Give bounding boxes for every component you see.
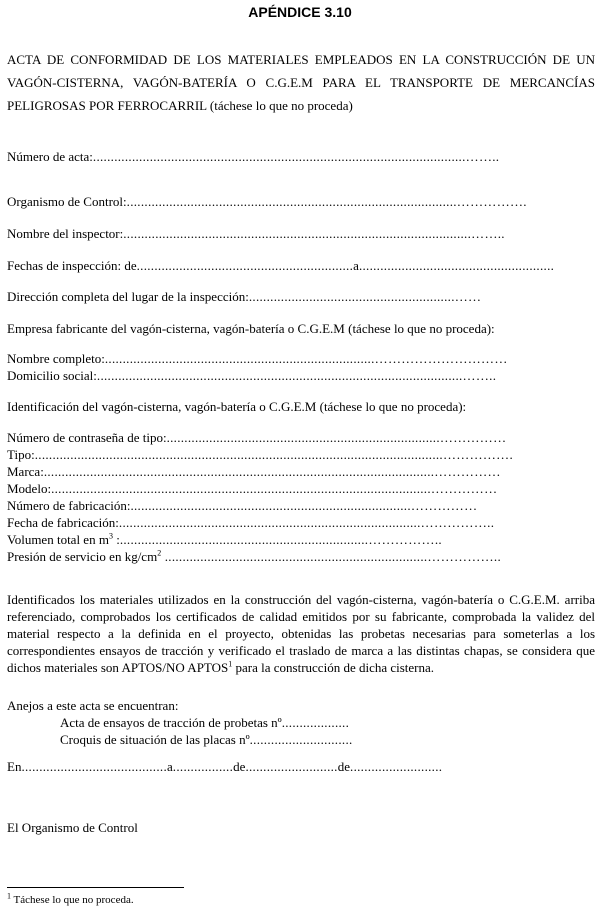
document-heading [7,48,595,117]
field-presion[interactable]: Presión de servicio en $kg/cm^2$ ..........................................................................…………….. [7,548,502,564]
signature-label: El Organismo de Control [7,820,138,835]
field-organismo[interactable]: Organismo de Control:.............................................................................................……………. [7,194,527,209]
field-inspector[interactable]: Nombre del inspector:..................................................................................................…….. [7,226,505,241]
field-place-date[interactable]: En.........................................a.................de..........................de.......................... [7,759,443,774]
footnote-divider [7,887,184,888]
field-anejo-ensayos[interactable]: Acta de ensayos de tracción de probetas nº................... [60,715,350,730]
field-fechas[interactable]: Fechas de inspección: de.............................................................a....................................................... [7,258,555,273]
field-anejo-croquis[interactable]: Croquis de situación de las placas nº............................. [60,732,353,747]
field-volumen[interactable]: Volumen total en $m^3$ :......................................................................…………….. [7,531,442,547]
field-contrasena[interactable]: Número de contraseña de tipo:.............................................................................…………… [7,430,507,445]
field-domicilio[interactable]: Domicilio social:.......................................................................................................…….. [7,368,497,383]
field-modelo[interactable]: Modelo:...........................................................................................................…………… [7,481,498,496]
heading-note: (táchese lo que no proceda) [209,98,353,113]
field-numero-acta[interactable]: Número de acta:.........................................................................................................…….. [7,149,500,164]
field-numero-fabricacion[interactable]: Número de fabricación:...............................................................................…………… [7,498,478,513]
identificacion-heading: Identificación del vagón-cisterna, vagón-batería o C.G.E.M (táchese lo que no proceda): [7,399,467,414]
appendix-title: APÉNDICE 3.10 [248,4,352,20]
field-direccion[interactable]: Dirección completa del lugar de la inspección:..........................................................…… [7,289,482,304]
footnote-ref: 1 [228,659,233,669]
anejos-label: Anejos a este acta se encuentran: [7,698,179,713]
empresa-heading: Empresa fabricante del vagón-cisterna, vagón-batería o C.G.E.M (táchese lo que no proceda): [7,321,495,336]
footnote: $^1$ Táchese lo que no proceda. [7,891,134,906]
field-nombre-completo[interactable]: Nombre completo:............................................................................………………………… [7,351,508,366]
heading-text: ACTA DE CONFORMIDAD DE LOS MATERIALES EMPLEADOS EN LA CONSTRUCCIÓN DE UN VAGÓN-CISTERNA, VAGÓN-BATERÍA O C.G.E.M PARA EL TRANSPORTE DE MERCANCÍAS PELIGROSAS POR FERROCARRIL [7,52,595,113]
conformity-paragraph: Identificados los materiales utilizados en la construcción del vagón-cisterna, vagón-batería o C.G.E.M. arriba referenciado, comprobados los certificados de calidad emitidos por su fabricante, comprobada la validez del material respecto a la definida en el proyecto, obtenidas las probetas necesarias para someterlas a los correspondientes ensayos de tracción y verificado el traslado de marca a las distintas chapas, se considera que dichos materiales son APTOS/NO APTOS$^1$ para la construcción de dicha cisterna. [7,592,595,675]
field-fecha-fabricacion[interactable]: Fecha de fabricación:.....................................................................................…………….. [7,515,495,530]
field-marca[interactable]: Marca:..............................................................................................................…………… [7,464,501,479]
field-tipo[interactable]: Tipo:...................................................................................................................……………. [7,447,514,462]
